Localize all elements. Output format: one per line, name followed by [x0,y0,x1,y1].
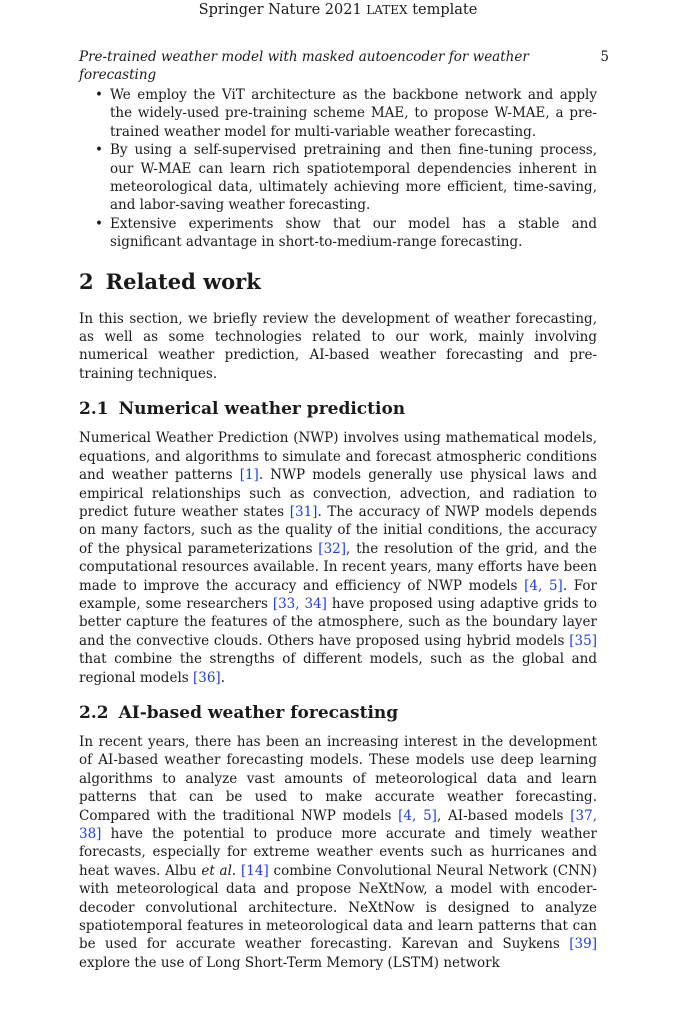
template-prefix: Springer Nature 2021 [198,2,367,18]
citation-link[interactable]: [39] [569,936,597,953]
text-run: , AI-based models [436,807,571,824]
citation-link[interactable]: [32] [318,540,347,557]
bullet-text: Extensive experiments show that our model has a stable and significant advantage in short-to-medium-range forecasting. [110,215,597,251]
text-run: combine Convolutional Neural Network (CNN) with meteorological data and propose NeXtNow, a model with encoder-decoder convolutional architecture. NeXtNow is designed to analyze spatiotemporal features in meteorological data and learn patterns that can be used for accurate weather forecasting. Karevan and Suykens [79,862,597,953]
text-run: have proposed using adaptive grids to better capture the features of the atmosphere, such as the boundary layer and the convective clouds. Others have proposed using hybrid models [79,595,597,649]
citation-link[interactable]: [1] [239,467,259,484]
citation-link[interactable]: [4, 5] [524,577,563,594]
citation-link[interactable]: [37, 38] [79,807,597,842]
subsection-heading-ai-forecasting [79,702,597,724]
bullet-icon: • [95,87,103,103]
bullet-icon: • [95,215,103,232]
text-run: that combine the strengths of different models, such as the global and regional models [79,651,597,686]
citation-link[interactable]: [35] [569,632,597,649]
text-run: , the resolution of the grid, and the computational resources available. In recent years, many efforts have been made to improve the accuracy and efficiency of NWP models [79,540,597,594]
section-number: 2 [79,268,94,294]
page-number: 5 [600,49,609,65]
bullet-text: We employ the ViT architecture as the backbone network and apply the widely-used pre-training scheme MAE, to propose W-MAE, a pre-trained weather model for multi-variable weather forecasting. [110,87,597,140]
text-run: . [220,669,225,686]
subsection-heading-nwp [79,398,597,420]
citation-link[interactable]: [4, 5] [398,807,437,824]
text-run: explore the use of Long Short-Term Memory (LSTM) network [79,954,500,971]
latex-logo: LATEX [366,3,408,17]
text-run: have the potential to produce more accurate and timely weather forecasts, especially for extreme weather events such as hurricanes and heat waves. Albu [79,826,597,879]
section-intro-paragraph: In this section, we briefly review the development of weather forecasting, as well as some technologies related to our work, mainly involving numerical weather prediction, AI-based weather forecasting and pre-training techniques. [79,310,597,382]
subsection-number: 2.1 [79,399,109,420]
list-item [79,141,597,215]
list-item [79,86,597,141]
section-title: Related work [105,268,261,294]
nwp-paragraph [79,429,597,687]
bullet-text: By using a self-supervised pretraining and then fine-tuning process, our W-MAE can learn rich spatiotemporal dependencies inherent in meteorological data, ultimately achieving more efficient, time-saving, and labor-saving weather forecasting. [110,142,597,214]
citation-link[interactable]: [14] [241,862,269,879]
text-run: . NWP models generally use physical laws and empirical relationships such as convection, advection, and radiation to predict future weather states [79,467,597,520]
text-run: Numerical Weather Prediction (NWP) involves using mathematical models, equations, and algorithms to simulate and forecast atmospheric conditions and weather patterns [79,430,597,484]
ai-forecasting-paragraph [79,733,597,972]
subsection-number: 2.2 [79,702,109,723]
contribution-list [79,86,597,252]
template-suffix: template [407,2,478,18]
et-al-italic: et al. [201,862,237,879]
citation-link[interactable]: [31] [289,503,318,520]
template-header [0,0,676,20]
citation-link[interactable]: [36] [192,669,221,686]
running-head [79,48,609,84]
section-heading-related-work [79,269,597,295]
text-run: . The accuracy of NWP models depends on many factors, such as the quality of the initial conditions, the accuracy of the physical parameterizations [79,503,597,557]
running-title: Pre-trained weather model with masked autoencoder for weather forecasting [79,49,529,83]
text-run: . For example, some researchers [79,577,598,612]
main-content [79,86,597,972]
bullet-icon: • [95,142,103,159]
text-run: In recent years, there has been an increasing interest in the development of AI-based weather forecasting models. These models use deep learning algorithms to analyze vast amounts of meteorological data and learn patterns that can be used to make accurate weather forecasting. Compared with the traditional NWP models [79,733,597,824]
subsection-title: Numerical weather prediction [118,399,406,420]
citation-link[interactable]: [33, 34] [272,595,327,612]
subsection-title: AI-based weather forecasting [118,702,399,723]
list-item [79,215,597,252]
